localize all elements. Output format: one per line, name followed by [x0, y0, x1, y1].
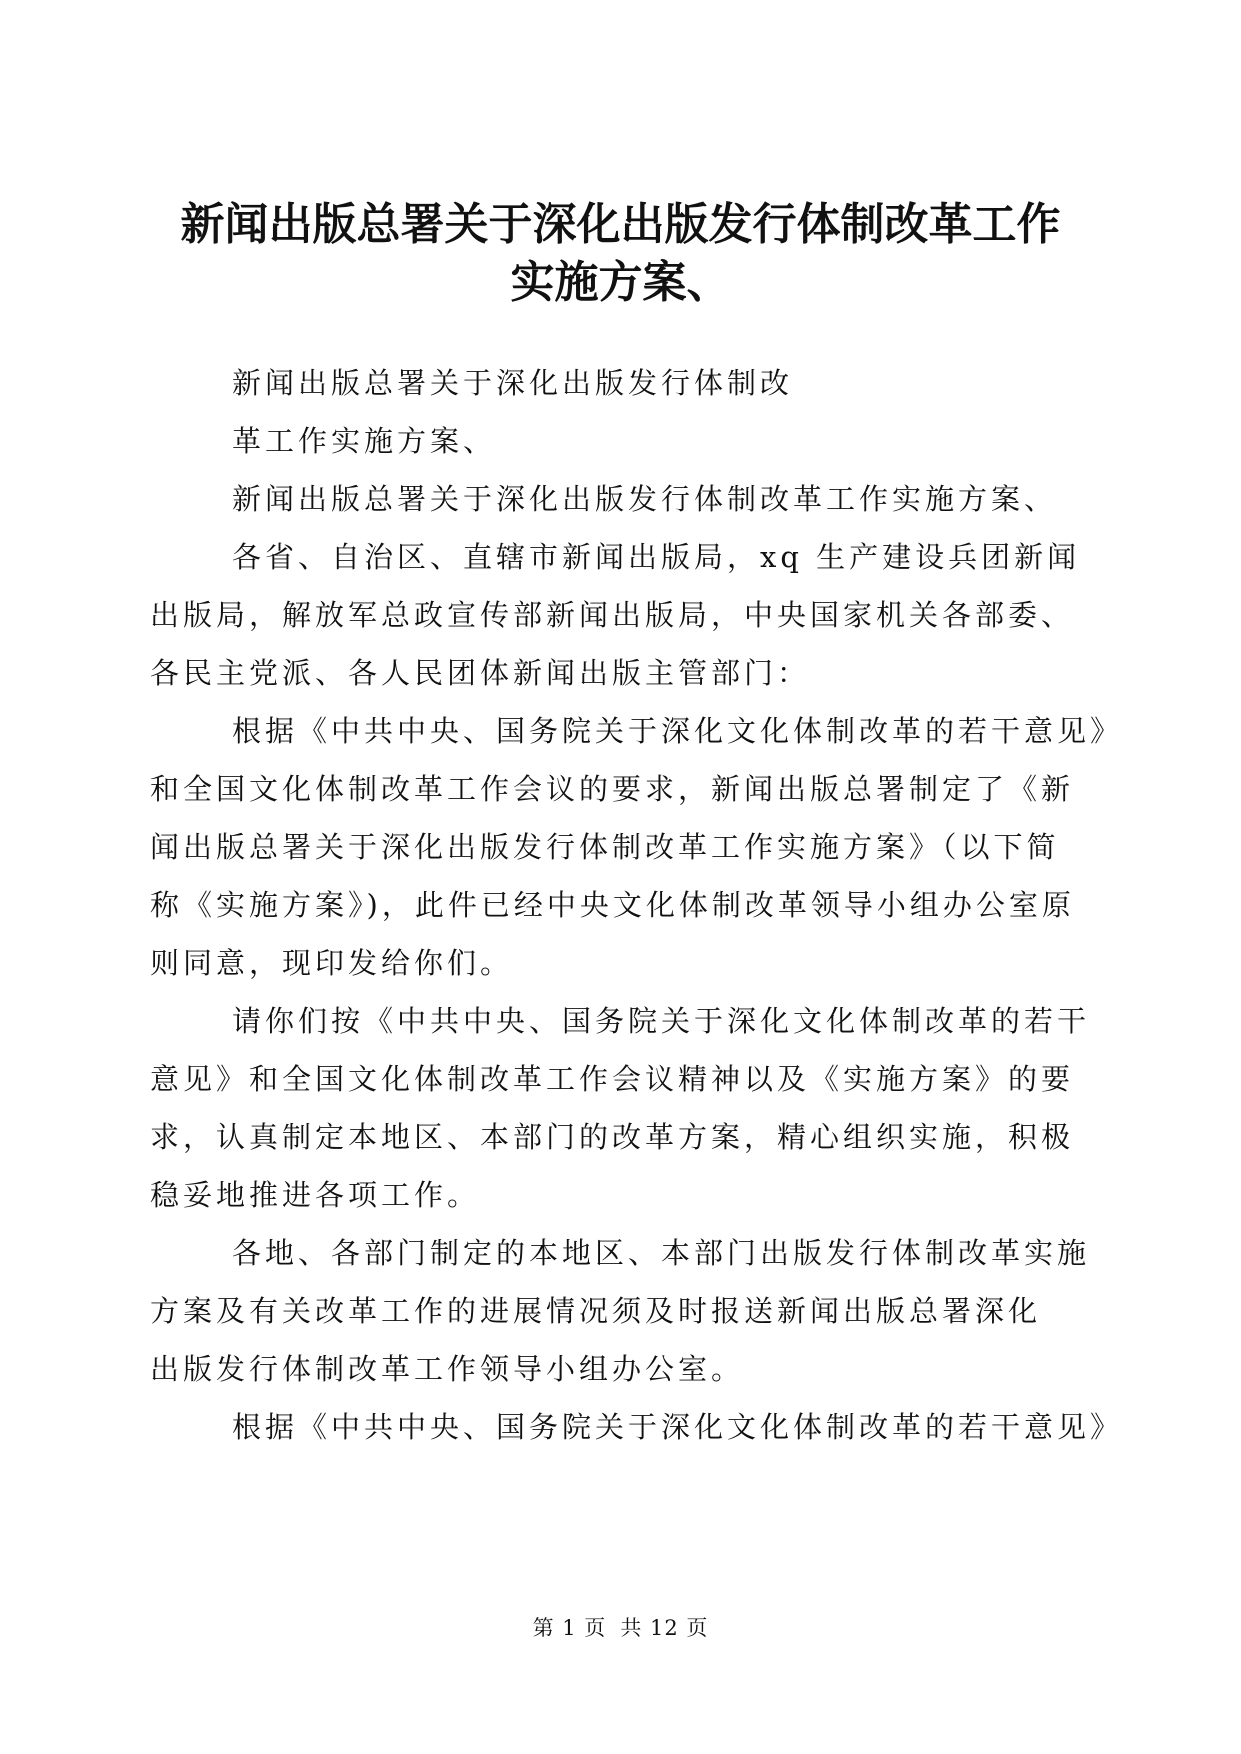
paragraph-line: 闻出版总署关于深化出版发行体制改革工作实施方案》（以下简: [150, 830, 1060, 864]
title-line: 新闻出版总署关于深化出版发行体制改革工作: [180, 199, 1061, 250]
paragraph-line: 各民主党派、各人民团体新闻出版主管部门：: [150, 656, 811, 690]
paragraph: [150, 354, 1091, 412]
document-title: [150, 196, 1091, 312]
paragraph-line: 出版局，解放军总政宣传部新闻出版局，中央国家机关各部委、: [150, 598, 1075, 632]
paragraph-line: 各地、各部门制定的本地区、本部门出版发行体制改革实施: [232, 1236, 1091, 1270]
paragraph-line: 请你们按《中共中央、国务院关于深化文化体制改革的若干: [232, 1004, 1091, 1038]
paragraph-line: 稳妥地推进各项工作。: [150, 1178, 481, 1212]
paragraph-line: 出版发行体制改革工作领导小组办公室。: [150, 1352, 745, 1386]
paragraph-line: 新闻出版总署关于深化出版发行体制改: [232, 366, 794, 400]
paragraph: [150, 412, 1091, 470]
paragraph-line: 和全国文化体制改革工作会议的要求，新闻出版总署制定了《新: [150, 772, 1075, 806]
paragraph-line: 新闻出版总署关于深化出版发行体制改革工作实施方案、: [232, 482, 1058, 516]
paragraph: [150, 1224, 1091, 1398]
paragraph: [150, 528, 1091, 702]
title-line: 实施方案、: [510, 257, 731, 308]
paragraph-line: 革工作实施方案、: [232, 424, 497, 458]
paragraph-line: 求，认真制定本地区、本部门的改革方案，精心组织实施，积极: [150, 1120, 1075, 1154]
paragraph-line: 根据《中共中央、国务院关于深化文化体制改革的若干意见》: [232, 1410, 1124, 1444]
paragraph: [150, 702, 1124, 992]
page-total: 共 12 页: [620, 1616, 709, 1640]
page-number: 第 1 页: [532, 1616, 607, 1640]
paragraph-line: 方案及有关改革工作的进展情况须及时报送新闻出版总署深化: [150, 1294, 1042, 1328]
document-body: [150, 354, 1124, 1456]
paragraph: [150, 470, 1091, 528]
paragraph-line: 根据《中共中央、国务院关于深化文化体制改革的若干意见》: [232, 714, 1124, 748]
paragraph-line: 各省、自治区、直辖市新闻出版局，xq 生产建设兵团新闻: [232, 540, 1081, 574]
paragraph: [150, 1398, 1124, 1456]
paragraph-line: 称《实施方案》)，此件已经中央文化体制改革领导小组办公室原: [150, 888, 1075, 922]
paragraph: [150, 992, 1091, 1224]
page-footer: [0, 1614, 1241, 1642]
paragraph-line: 意见》和全国文化体制改革工作会议精神以及《实施方案》的要: [150, 1062, 1075, 1096]
paragraph-line: 则同意，现印发给你们。: [150, 946, 514, 980]
